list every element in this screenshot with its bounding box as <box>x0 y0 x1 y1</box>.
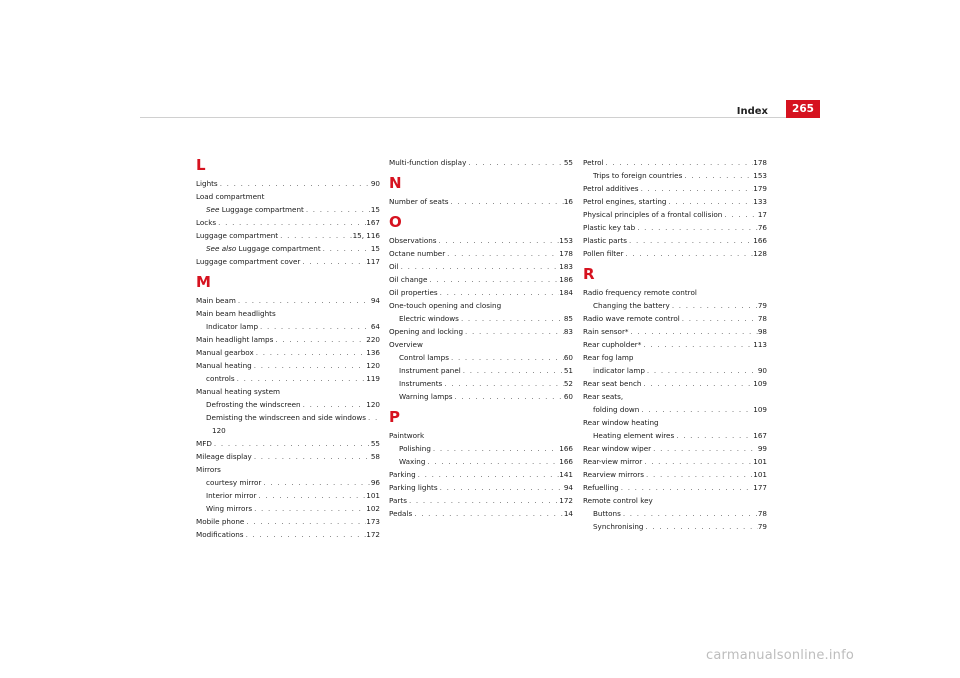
entry-text: Buttons <box>593 509 621 518</box>
index-subentry-polishing <box>389 442 573 455</box>
entry-text: Waxing <box>399 457 426 466</box>
entry-text: Parking lights <box>389 483 438 492</box>
index-subentry-defrosting <box>196 398 380 411</box>
entry-page: 99 <box>757 444 767 453</box>
entry-text: Pedals <box>389 509 413 518</box>
entry-text: Rear-view mirror <box>583 457 643 466</box>
entry-text: Mobile phone <box>196 517 245 526</box>
index-entry-modifications <box>196 528 380 541</box>
index-entry-petrol-additives <box>583 182 767 195</box>
index-entry-parking-lights <box>389 481 573 494</box>
entry-page: 109 <box>753 379 767 388</box>
entry-text: Observations <box>389 236 437 245</box>
entry-page: 85 <box>563 314 573 323</box>
entry-text: Changing the battery <box>593 301 670 310</box>
entry-text: Instruments <box>399 379 443 388</box>
index-entry-locks <box>196 216 380 229</box>
index-entry-main-beam <box>196 294 380 307</box>
entry-text: Opening and locking <box>389 327 464 336</box>
index-entry-pedals <box>389 507 573 520</box>
entry-page: 167 <box>366 218 380 227</box>
index-entry-rear-window-heating: Rear window heating <box>583 418 659 427</box>
entry-page: 153 <box>753 171 767 180</box>
index-entry-main-headlight-lamps <box>196 333 380 346</box>
entry-page: 153 <box>559 236 573 245</box>
index-entry-observations <box>389 234 573 247</box>
index-entry-paintwork: Paintwork <box>389 431 425 440</box>
entry-page: 15 <box>370 205 380 214</box>
index-entry-rear-view-mirror <box>583 455 767 468</box>
index-subentry-wing-mirrors <box>196 502 380 515</box>
entry-page: 109 <box>753 405 767 414</box>
index-entry-radio-wave <box>583 312 767 325</box>
entry-page: 141 <box>559 470 573 479</box>
index-subentry-heating-element-wires <box>583 429 767 442</box>
index-entry-plastic-parts <box>583 234 767 247</box>
entry-text: Petrol additives <box>583 184 639 193</box>
section-letter-n: N <box>389 174 402 192</box>
index-entry-luggage-cover <box>196 255 380 268</box>
entry-text: Heating element wires <box>593 431 675 440</box>
entry-text: Rain sensor* <box>583 327 629 336</box>
index-subentry-warning-lamps <box>389 390 573 403</box>
entry-page: 64 <box>370 322 380 331</box>
index-subentry-control-lamps <box>389 351 573 364</box>
entry-text: Plastic key tab <box>583 223 636 232</box>
index-subentry-trips <box>583 169 767 182</box>
entry-text: Interior mirror <box>206 491 257 500</box>
index-entry-petrol <box>583 156 767 169</box>
entry-page: 167 <box>753 431 767 440</box>
entry-page: 113 <box>753 340 767 349</box>
section-letter-o: O <box>389 213 402 231</box>
entry-page: 79 <box>757 522 767 531</box>
index-entry-rear-seat-bench <box>583 377 767 390</box>
index-entry-one-touch: One-touch opening and closing <box>389 301 502 310</box>
index-subentry-indicator-lamp <box>583 364 767 377</box>
entry-text: Rear cupholder* <box>583 340 642 349</box>
entry-page: 183 <box>559 262 573 271</box>
index-subentry-see-also-luggage <box>196 242 380 255</box>
entry-text: Pollen filter <box>583 249 624 258</box>
index-entry-physical-principles <box>583 208 767 221</box>
entry-text: Petrol <box>583 158 604 167</box>
index-subentry-interior-mirror <box>196 489 380 502</box>
index-entry-mobile-phone <box>196 515 380 528</box>
index-subentry-buttons <box>583 507 767 520</box>
entry-text: Oil properties <box>389 288 438 297</box>
entry-text: Defrosting the windscreen <box>206 400 301 409</box>
entry-text: Multi-function display <box>389 158 467 167</box>
entry-text: Plastic parts <box>583 236 628 245</box>
index-entry-manual-heating-system: Manual heating system <box>196 387 280 396</box>
header-title: Index <box>736 106 768 117</box>
entry-page: 102 <box>366 504 380 513</box>
index-entry-overview: Overview <box>389 340 423 349</box>
entry-page: 172 <box>559 496 573 505</box>
entry-page: 14 <box>563 509 573 518</box>
index-entry-pollen-filter <box>583 247 767 260</box>
entry-page: 51 <box>563 366 573 375</box>
entry-page: 101 <box>753 470 767 479</box>
index-entry-lights <box>196 177 380 190</box>
index-entry-main-beam-headlights: Main beam headlights <box>196 309 276 318</box>
entry-page: 15 <box>370 244 380 253</box>
entry-text: Parts <box>389 496 407 505</box>
entry-page: 52 <box>563 379 573 388</box>
entry-text: Control lamps <box>399 353 449 362</box>
index-subentry-instruments <box>389 377 573 390</box>
index-entry-opening-locking <box>389 325 573 338</box>
footer-watermark: carmanualsonline.info <box>706 648 855 663</box>
index-entry-oil <box>389 260 573 273</box>
entry-page: 128 <box>753 249 767 258</box>
index-subentry-demisting-page: 120 <box>212 426 226 435</box>
entry-page: 58 <box>370 452 380 461</box>
index-subentry-instrument-panel <box>389 364 573 377</box>
entry-page: 17 <box>757 210 767 219</box>
entry-page: 83 <box>563 327 573 336</box>
index-entry-petrol-engines <box>583 195 767 208</box>
entry-page: 55 <box>370 439 380 448</box>
entry-page: 166 <box>559 444 573 453</box>
index-entry-load-compartment: Load compartment <box>196 192 265 201</box>
entry-page: 60 <box>563 353 573 362</box>
index-subentry-indicator-lamp <box>196 320 380 333</box>
index-column-3 <box>583 156 767 533</box>
entry-page: 166 <box>559 457 573 466</box>
index-entry-octane-number <box>389 247 573 260</box>
section-letter-l: L <box>196 156 206 174</box>
index-entry-radio-remote: Radio frequency remote control <box>583 288 697 297</box>
index-entry-parts <box>389 494 573 507</box>
index-entry-mileage-display <box>196 450 380 463</box>
entry-text: folding down <box>593 405 640 414</box>
index-subentry-waxing <box>389 455 573 468</box>
entry-page: 90 <box>757 366 767 375</box>
section-letter-m: M <box>196 273 211 291</box>
entry-text: Parking <box>389 470 416 479</box>
index-subentry-changing-battery <box>583 299 767 312</box>
entry-text: controls <box>206 374 235 383</box>
entry-page: 78 <box>757 314 767 323</box>
index-entry-remote-control-key: Remote control key <box>583 496 653 505</box>
see-also-label: See also <box>206 244 237 253</box>
entry-text: Synchronising <box>593 522 644 531</box>
index-entry-manual-heating <box>196 359 380 372</box>
entry-text: courtesy mirror <box>206 478 262 487</box>
entry-page: 79 <box>757 301 767 310</box>
entry-text: Refuelling <box>583 483 619 492</box>
entry-page: 60 <box>563 392 573 401</box>
index-subentry-courtesy-mirror <box>196 476 380 489</box>
entry-page: 96 <box>370 478 380 487</box>
entry-page: 178 <box>753 158 767 167</box>
entry-text: Polishing <box>399 444 431 453</box>
index-entry-rear-cupholder <box>583 338 767 351</box>
index-entry-refuelling <box>583 481 767 494</box>
index-entry-rearview-mirrors <box>583 468 767 481</box>
index-subentry-synchronising <box>583 520 767 533</box>
entry-text: Main headlight lamps <box>196 335 274 344</box>
entry-page: 94 <box>370 296 380 305</box>
page-number-badge: 265 <box>786 100 820 118</box>
entry-page: 78 <box>757 509 767 518</box>
entry-page: 16 <box>563 197 573 206</box>
entry-page: 136 <box>366 348 380 357</box>
index-entry-rear-window-wiper <box>583 442 767 455</box>
section-letter-r: R <box>583 265 595 283</box>
index-entry-mirrors: Mirrors <box>196 465 221 474</box>
entry-text: Octane number <box>389 249 446 258</box>
index-entry-oil-change <box>389 273 573 286</box>
entry-text: Luggage compartment <box>219 205 304 214</box>
entry-page: 55 <box>563 158 573 167</box>
index-entry-manual-gearbox <box>196 346 380 359</box>
entry-page: 101 <box>366 491 380 500</box>
entry-text: Indicator lamp <box>206 322 259 331</box>
index-subentry-see-luggage <box>196 203 380 216</box>
index-column-2 <box>389 156 573 520</box>
index-entry-plastic-key-tab <box>583 221 767 234</box>
index-column-1 <box>196 156 380 541</box>
entry-text: Manual heating <box>196 361 252 370</box>
entry-page: 117 <box>366 257 380 266</box>
entry-page: 120 <box>366 400 380 409</box>
entry-text: indicator lamp <box>593 366 645 375</box>
entry-page: 94 <box>563 483 573 492</box>
entry-page: 98 <box>757 327 767 336</box>
index-entry-rear-seats: Rear seats, <box>583 392 624 401</box>
entry-text: Luggage compartment cover <box>196 257 301 266</box>
entry-page: 15, 116 <box>352 231 380 240</box>
entry-text: Rear seat bench <box>583 379 642 388</box>
entry-page: 101 <box>753 457 767 466</box>
entry-text: Radio wave remote control <box>583 314 680 323</box>
entry-text: Lights <box>196 179 218 188</box>
entry-page: 166 <box>753 236 767 245</box>
header-rule <box>140 117 820 118</box>
entry-text: Wing mirrors <box>206 504 253 513</box>
entry-page: 184 <box>559 288 573 297</box>
entry-text: Mileage display <box>196 452 252 461</box>
see-label: See <box>206 205 220 214</box>
index-entry-mfd <box>196 437 380 450</box>
section-letter-p: P <box>389 408 400 426</box>
index-subentry-electric-windows <box>389 312 573 325</box>
index-entry-number-of-seats <box>389 195 573 208</box>
entry-page: 76 <box>757 223 767 232</box>
index-entry-rain-sensor <box>583 325 767 338</box>
index-entry-rear-fog-lamp: Rear fog lamp <box>583 353 634 362</box>
index-subentry-controls <box>196 372 380 385</box>
index-entry-luggage-compartment <box>196 229 380 242</box>
entry-text: Luggage compartment <box>236 244 321 253</box>
entry-text: Luggage compartment <box>196 231 279 240</box>
entry-text: Number of seats <box>389 197 449 206</box>
entry-page: 133 <box>753 197 767 206</box>
entry-text: Main beam <box>196 296 236 305</box>
entry-page: 172 <box>366 530 380 539</box>
entry-page: 119 <box>366 374 380 383</box>
entry-text: Physical principles of a frontal collision <box>583 210 723 219</box>
index-subentry-demisting <box>196 411 380 424</box>
entry-text: Modifications <box>196 530 244 539</box>
index-subentry-folding-down <box>583 403 767 416</box>
entry-page: 220 <box>366 335 380 344</box>
entry-page: 120 <box>366 361 380 370</box>
entry-text: Rearview mirrors <box>583 470 645 479</box>
entry-page: 173 <box>366 517 380 526</box>
index-entry-multi-function-display <box>389 156 573 169</box>
entry-page: 178 <box>559 249 573 258</box>
entry-text: Locks <box>196 218 217 227</box>
entry-page: 90 <box>370 179 380 188</box>
entry-text: Oil <box>389 262 399 271</box>
entry-text: Electric windows <box>399 314 459 323</box>
entry-text: MFD <box>196 439 212 448</box>
entry-text: Oil change <box>389 275 428 284</box>
index-entry-oil-properties <box>389 286 573 299</box>
index-entry-parking <box>389 468 573 481</box>
entry-text: Instrument panel <box>399 366 461 375</box>
entry-page: 177 <box>753 483 767 492</box>
entry-text: Demisting the windscreen and side windows <box>206 413 366 422</box>
entry-page: 179 <box>753 184 767 193</box>
entry-text: Petrol engines, starting <box>583 197 667 206</box>
entry-text: Warning lamps <box>399 392 453 401</box>
entry-page: 186 <box>559 275 573 284</box>
entry-text: Rear window wiper <box>583 444 652 453</box>
entry-text: Trips to foreign countries <box>593 171 683 180</box>
entry-text: Manual gearbox <box>196 348 254 357</box>
